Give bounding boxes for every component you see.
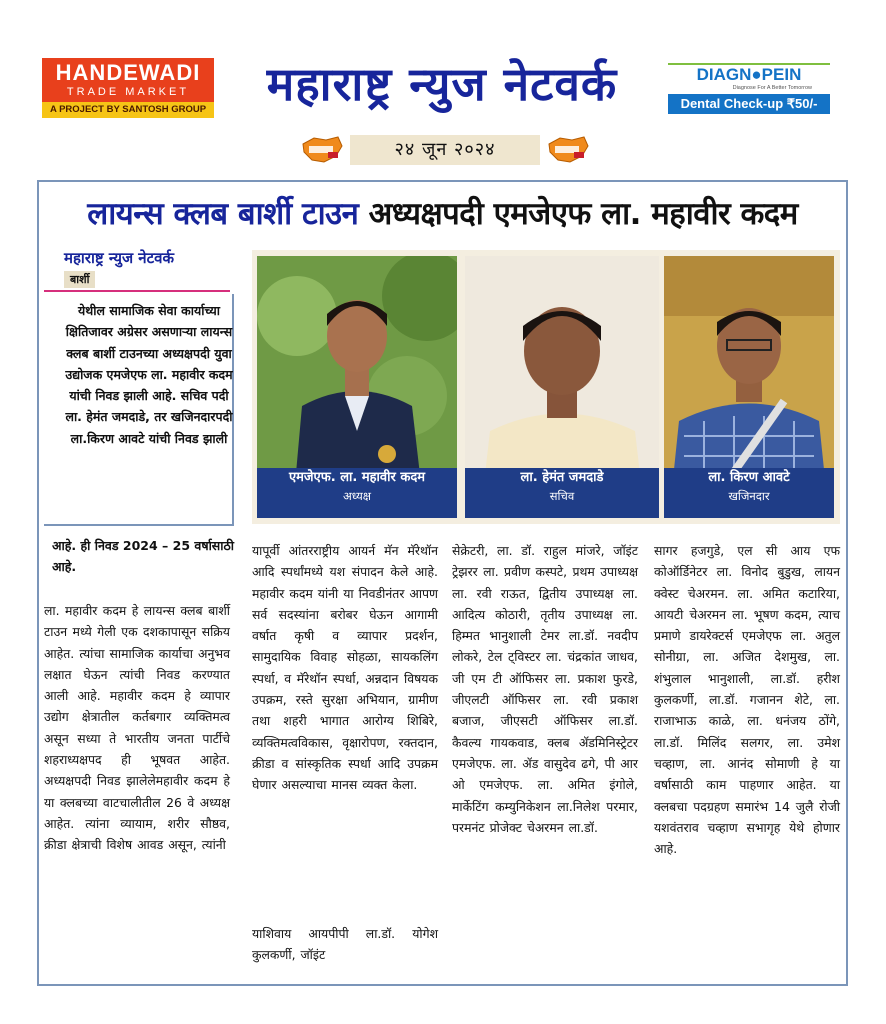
- caption-3: [664, 468, 834, 518]
- caption-2: [465, 468, 659, 518]
- diagnopein-tagline: Diagnose For A Better Tomorrow: [732, 85, 812, 91]
- caption-3-name: ला. किरण आवटे: [708, 470, 790, 485]
- dental-checkup-offer: Dental Check-up ₹50/-: [668, 94, 830, 114]
- body-column-2: यापूर्वी आंतरराष्ट्रीय आयर्न मॅन मॅरेथॉन आदि स्पर्धांमध्ये यश संपादन केले आहे. महावीर कदम यांनी या निवडीनंतर आपण सर्व सदस्यांना बरोबर घेऊन आगामी वर्षात कृषी व व्यापार प्रदर्शन, सामुदायिक विवाह सोहळा, सायकलिंग स्पर्धा, व मॅरेथॉन स्पर्धा, अन्नदान विषयक उपक्रम, रस्ते सुरक्षा अभियान, ग्रामीण तथा शहरी भागात आरोग्य शिबिरे, व्यक्तिमत्वविकास, वृक्षारोपण, रक्तदान, क्रीडा व सांस्कृतिक स्पर्धा आदि उपक्रम घेणार असल्याचा मानस व्यक्त केला.: [252, 543, 438, 793]
- caption-2-role: सचिव: [549, 489, 575, 503]
- body-column-2-tail: याशिवाय आयपीपी ला.डॉ. योगेश कुलकर्णी, जॉइंट: [252, 926, 438, 963]
- handewadi-sub: TRADE MARKET: [66, 86, 190, 98]
- handewadi-tagline: A PROJECT BY SANTOSH GROUP: [42, 102, 214, 118]
- photo-hemant-jamdade: [465, 256, 659, 518]
- diagnopein-brand: DIAGN●PEIN: [668, 63, 830, 85]
- caption-1: [257, 468, 457, 518]
- byline: महाराष्ट्र न्युज नेटवर्क: [64, 249, 175, 267]
- caption-1-name: एमजेएफ. ला. महावीर कदम: [288, 470, 426, 485]
- body-column-4: सागर हजगुडे, एल सी आय एफ कोऑर्डिनेटर ला. विनोद बुडुख, लायन क्वेस्ट चेअरमन. ला. अमित कटारिया, आयटी चेअरमन ला. भूषण कदम, त्याच प्रमाणे डायरेक्टर्स एमजेएफ ला. अतुल सोनीग्रा, ला. अजित देशमुख, ला. शंभुलाल भानुशाली, ला.डॉ. हरीश कुलकर्णी, ला.डॉ. गजानन शेटे, ला. राजाभाऊ काळे, ला. धनंजय ठोंगे, ला.डॉ. मिलिंद सलगर, ला. उमेश चव्हाण, ला. आनंद सोमाणी हे या वर्षासाठी काम पाहणार आहेत. या क्लबचा पदग्रहण समारंभ 14 जुलै रोजी यशवंतराव चव्हाण सभागृह येथे होणार आहे.: [654, 543, 840, 857]
- maharashtra-map-logo-right: [546, 134, 590, 166]
- headline-part-blue: लायन्स क्लब बार्शी टाउन: [87, 196, 359, 232]
- intro-text-end: आहे. ही निवड 2024 – 25 वर्षासाठी आहे.: [52, 538, 234, 574]
- caption-2-name: ला. हेमंत जमदाडे: [520, 470, 604, 485]
- divider: [44, 290, 230, 292]
- intro-text: येथील सामाजिक सेवा कार्याच्या क्षितिजावर अग्रेसर असणाऱ्या लायन्स क्लब बार्शी टाउनच्या अध्यक्षपदी युवा उद्योजक एमजेएफ ला. महावीर कदम यांची निवड झाली आहे. सचिव पदी ला. हेमंत जमदाडे, तर खजिनदारपदी ला.किरण आवटे यांची निवड झाली: [65, 303, 233, 446]
- maharashtra-map-logo-left: [300, 134, 344, 166]
- handewadi-name: HANDEWADI: [55, 60, 201, 85]
- dateline: बार्शी: [64, 271, 95, 288]
- photo-kiran-awate: [664, 256, 834, 518]
- headline-part-black: अध्यक्षपदी एमजेएफ ला. महावीर कदम: [368, 196, 798, 232]
- body-column-3: सेक्रेटरी, ला. डॉ. राहुल मांजरे, जॉइंट ट्रेझरर ला. प्रवीण कस्पटे, प्रथम उपाध्यक्ष ला. रवी राऊत, द्वितीय उपाध्यक्ष ला. आदित्य कोठारी, तृतीय उपाध्यक्ष ला. हिम्मत भानुशाली टेमर ला.डॉ. नवदीप लोकरे, टेल ट्विस्टर ला. चंद्रकांत जाधव, जी एम टी ऑफिसर ला. प्रकाश फुरडे, जीएलटी ऑफिसर ला. रवी प्रकाश बजाज, जीएसटी ऑफिसर ला.डॉ. कैवल्य गायकवाड, क्लब ॲडमिनिस्ट्रेटर एमजेएफ. ला. ॲड वासुदेव ढगे, पी आर ओ एमजेएफ. ला. अमित इंगोले, मार्केटिंग कम्युनिकेशन ला.निलेश परमार, परमनंट प्रोजेक्ट चेअरमन ला.डॉ.: [452, 543, 638, 835]
- handewadi-ad-logo[interactable]: [42, 58, 214, 118]
- article-headline: [44, 192, 841, 236]
- issue-date: २४ जून २०२४: [350, 135, 540, 165]
- caption-3-role: खजिनदार: [728, 489, 770, 503]
- photo-mahavir-kadam: [257, 256, 457, 518]
- body-column-1: ला. महावीर कदम हे लायन्स क्लब बार्शी टाउन मध्ये गेली एक दशकापासून सक्रिय आहेत. त्यांचा सामाजिक कार्याचा अनुभव लक्षात घेऊन त्यांची निवड करण्यात आली आहे. महावीर कदम हे व्यापार उद्योग क्षेत्रातील कर्तबगार व्यक्तिमत्व असून सध्या ते भारतीय जनता पार्टीचे शहराध्यक्षपद ही भूषवत आहेत. अध्यक्षपदी निवड झालेलेमहावीर कदम हे या क्लबच्या वाटचालीतील 26 वे अध्यक्ष आहेत. त्यांना व्यायाम, शरीर सौष्ठव, क्रीडा क्षेत्राची विशेष आवड असून, त्यांनी: [44, 603, 230, 853]
- caption-1-role: अध्यक्ष: [342, 489, 372, 503]
- newspaper-title: महाराष्ट्र न्युज नेटवर्क: [266, 57, 618, 111]
- diagnopein-ad[interactable]: [668, 63, 830, 113]
- date-row: [300, 134, 590, 168]
